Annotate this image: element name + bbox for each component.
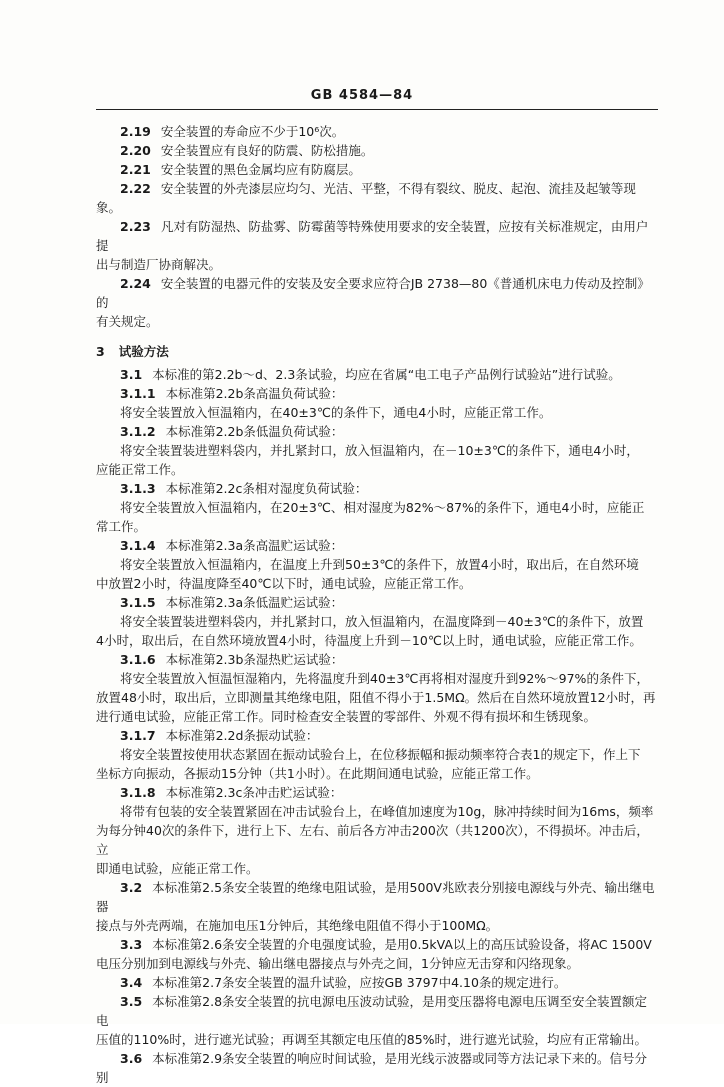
clause-continuation: 出与制造厂协商解决。	[96, 257, 222, 272]
clause-number: 2.23	[120, 219, 151, 234]
test-number: 3.5	[120, 994, 143, 1009]
test-number: 3.1.2	[120, 424, 156, 439]
test-clause	[96, 783, 658, 802]
test-number: 3.1.5	[120, 595, 156, 610]
test-clause	[96, 992, 658, 1030]
test-text: 本标准第2.6条安全装置的介电强度试验，是用0.5kVA以上的高压试验设备，将AC 1500V	[152, 937, 652, 952]
test-clause	[96, 536, 658, 555]
test-number: 3.1.3	[120, 481, 156, 496]
test-clause	[96, 593, 658, 612]
standard-code-header: GB 4584—84	[310, 88, 414, 103]
clause-text: 凡对有防湿热、防盐雾、防霉菌等特殊使用要求的安全装置，应按有关标准规定，由用户提	[96, 219, 649, 253]
test-line: 将安全装置放入恒温箱内，在20±3℃、相对湿度为82%～87%的条件下，通电4小时，应能正	[120, 500, 645, 515]
test-line: 将安全装置按使用状态紧固在振动试验台上，在位移振幅和振动频率符合表1的规定下，作上下	[120, 747, 641, 762]
clause-number: 2.20	[120, 143, 151, 158]
clause-item	[96, 160, 658, 179]
test-text: 本标准第2.2c条相对湿度负荷试验：	[165, 481, 368, 496]
clause-item	[96, 141, 658, 160]
test-clause	[96, 422, 658, 441]
test-line: 将安全装置装进塑料袋内，并扎紧封口，放入恒温箱内，在－10±3℃的条件下，通电4小时，	[120, 443, 639, 458]
test-line: 常工作。	[96, 519, 147, 534]
test-clause	[96, 878, 658, 916]
clause-text: 安全装置的电器元件的安装及安全要求应符合JB 2738—80《普通机床电力传动及控制》的	[96, 276, 650, 310]
test-clause	[96, 650, 658, 669]
clause-number: 2.21	[120, 162, 151, 177]
test-text: 本标准第2.3a条低温贮运试验：	[165, 595, 344, 610]
test-line: 中放置2小时，待温度降至40℃以下时，通电试验，应能正常工作。	[96, 576, 472, 591]
test-line: 将带有包装的安全装置紧固在冲击试验台上，在峰值加速度为10g，脉冲持续时间为16ms，频率	[120, 804, 654, 819]
test-text: 本标准第2.2d条振动试验：	[165, 728, 319, 743]
clause-text: 安全装置的外壳漆层应均匀、光洁、平整，不得有裂纹、脱皮、起泡、流挂及起皱等现象。	[96, 181, 636, 215]
test-number: 3.1	[120, 367, 143, 382]
clause-text: 安全装置的黑色金属均应有防腐层。	[160, 162, 361, 177]
clause-continuation: 有关规定。	[96, 314, 159, 329]
test-number: 3.1.4	[120, 538, 156, 553]
section-number: 3	[96, 344, 105, 359]
clause-number: 2.19	[120, 124, 151, 139]
section-title: 试验方法	[118, 344, 169, 359]
test-clause	[96, 384, 658, 403]
test-number: 3.3	[120, 937, 143, 952]
test-text: 本标准第2.9条安全装置的响应时间试验，是用光线示波器或同等方法记录下来的。信号分别	[96, 1051, 648, 1085]
test-line: 将安全装置放入恒温箱内，在温度上升到50±3℃的条件下，放置4小时，取出后，在自然环境	[120, 557, 639, 572]
test-line: 4小时，取出后，在自然环境放置4小时，待温度上升到－10℃以上时，通电试验，应能正常工作。	[96, 633, 642, 648]
test-methods-list	[96, 365, 658, 1087]
test-line: 进行通电试验，应能正常工作。同时检查安全装置的零部件、外观不得有损坏和生锈现象。	[96, 709, 597, 724]
test-line: 将安全装置装进塑料袋内，并扎紧封口，放入恒温箱内，在温度降到－40±3℃的条件下，放置	[120, 614, 644, 629]
test-line: 为每分钟40次的条件下，进行上下、左右、前后各方冲击200次（共1200次），不得损坏。冲击后，立	[96, 823, 649, 857]
test-line: 坐标方向振动，各振动15分钟（共1小时）。在此期间通电试验，应能正常工作。	[96, 766, 539, 781]
test-number: 3.1.1	[120, 386, 156, 401]
requirements-list	[96, 122, 658, 331]
test-text: 本标准第2.2b条低温负荷试验：	[165, 424, 344, 439]
test-line: 将安全装置放入恒温恒湿箱内，先将温度升到40±3℃再将相对湿度升到92%～97%的条件下，	[120, 671, 649, 686]
test-clause	[96, 726, 658, 745]
test-line: 将安全装置放入恒温箱内，在40±3℃的条件下，通电4小时，应能正常工作。	[120, 405, 552, 420]
test-text: 本标准第2.8条安全装置的抗电源电压波动试验，是用变压器将电源电压调至安全装置额定电	[96, 994, 648, 1028]
test-number: 3.2	[120, 880, 143, 895]
clause-number: 2.22	[120, 181, 151, 196]
test-text: 本标准第2.5条安全装置的绝缘电阻试验，是用500V兆欧表分别接电源线与外壳、输出继电器	[96, 880, 655, 914]
test-text: 本标准第2.3c条冲击贮运试验：	[165, 785, 343, 800]
test-number: 3.1.8	[120, 785, 156, 800]
test-text: 本标准第2.3a条高温贮运试验：	[165, 538, 344, 553]
test-number: 3.1.6	[120, 652, 156, 667]
test-clause	[96, 1049, 658, 1087]
section-heading	[96, 342, 658, 361]
test-line: 压值的110%时，进行遮光试验；再调至其额定电压值的85%时，进行遮光试验，均应有正常输出。	[96, 1032, 648, 1047]
clause-text: 安全装置应有良好的防震、防松措施。	[160, 143, 374, 158]
clause-item	[96, 179, 658, 217]
clause-item	[96, 217, 658, 255]
test-line: 即通电试验，应能正常工作。	[96, 861, 259, 876]
test-text: 本标准第2.3b条湿热贮运试验：	[165, 652, 344, 667]
test-line: 放置48小时，取出后，立即测量其绝缘电阻，阻值不得小于1.5MΩ。然后在自然环境放置12小时，再	[96, 690, 656, 705]
test-number: 3.1.7	[120, 728, 156, 743]
test-line: 电压分别加到电源线与外壳、输出继电器接点与外壳之间，1分钟应无击穿和闪络现象。	[96, 956, 579, 971]
test-text: 本标准第2.7条安全装置的温升试验，应按GB 3797中4.10条的规定进行。	[152, 975, 567, 990]
test-clause	[96, 973, 658, 992]
test-line: 接点与外壳两端，在施加电压1分钟后，其绝缘电阻值不得小于100MΩ。	[96, 918, 499, 933]
test-clause	[96, 365, 658, 384]
test-text: 本标准的第2.2b～d、2.3条试验，均应在省属“电工电子产品例行试验站”进行试验。	[152, 367, 621, 382]
document-body	[96, 122, 658, 1087]
test-clause	[96, 935, 658, 954]
test-text: 本标准第2.2b条高温负荷试验：	[165, 386, 344, 401]
clause-item	[96, 274, 658, 312]
test-clause	[96, 479, 658, 498]
test-number: 3.4	[120, 975, 143, 990]
header-divider	[96, 109, 658, 110]
clause-text: 安全装置的寿命应不少于10⁶次。	[160, 124, 345, 139]
test-number: 3.6	[120, 1051, 143, 1066]
test-line: 应能正常工作。	[96, 462, 184, 477]
clause-item	[96, 122, 658, 141]
clause-number: 2.24	[120, 276, 151, 291]
